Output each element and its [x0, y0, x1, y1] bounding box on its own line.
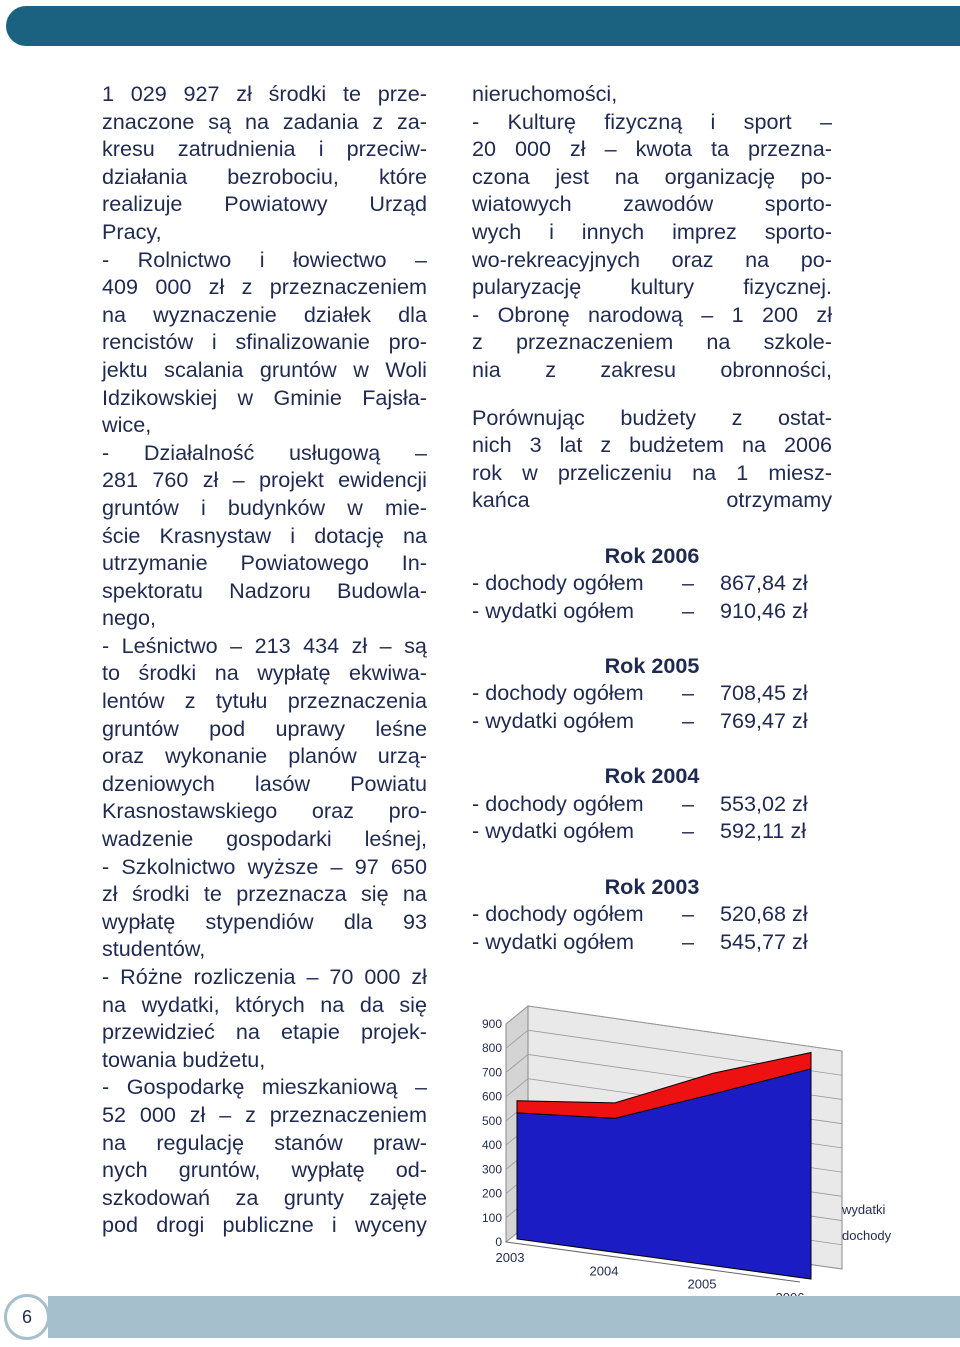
- summary-row: [472, 790, 832, 818]
- text-line: czona jest na organizację po-: [472, 163, 832, 189]
- text-line: wadzenie gospodarki leśnej,: [102, 826, 427, 852]
- text-line: studentów,: [102, 936, 206, 962]
- text-line: nych gruntów, wypłatę od-: [102, 1157, 427, 1183]
- list-item-line: - Działalność usługową –: [102, 439, 427, 465]
- text-line: na wydatki, których na da się: [102, 991, 427, 1017]
- text-line: towania budżetu,: [102, 1046, 266, 1072]
- row-dash: –: [682, 901, 695, 927]
- text-line: jektu scalania gruntów w Woli: [102, 356, 427, 382]
- text-line: na wyznaczenie działek dla: [102, 301, 427, 327]
- text-line: wo-rekreacyjnych oraz na po-: [472, 246, 832, 272]
- x-tick-label: 2003: [495, 1250, 525, 1265]
- year-heading: Rok 2003: [604, 873, 700, 899]
- series-label: wydatki: [842, 1202, 886, 1217]
- text-line: znaczone są na zadania z za-: [102, 108, 427, 134]
- row-value: 520,68 zł: [720, 901, 808, 927]
- text-line: na regulację stanów praw-: [102, 1129, 427, 1155]
- text-line: nia z zakresu obronności,: [472, 356, 832, 382]
- list-item-line: - Kulturę fizyczną i sport –: [472, 108, 832, 134]
- text-line: gruntów i budynków w mie-: [102, 494, 427, 520]
- text-line: dzeniowych lasów Powiatu: [102, 770, 427, 796]
- text-line: Pracy,: [102, 218, 162, 244]
- text-line: przewidzieć na etapie projek-: [102, 1019, 427, 1045]
- text-line: Porównując budżety z ostat-: [472, 404, 832, 430]
- y-tick-label: 500: [481, 1113, 502, 1128]
- row-dash: –: [682, 818, 695, 844]
- row-dash: –: [682, 928, 695, 954]
- summary-row: [472, 707, 832, 735]
- row-dash: –: [682, 597, 695, 623]
- text-line: pod drogi publiczne i wyceny: [102, 1212, 427, 1238]
- text-line: nich 3 lat z budżetem na 2006: [472, 432, 832, 458]
- row-label: - wydatki ogółem: [472, 928, 635, 954]
- list-item-line: - Różne rozliczenia – 70 000 zł: [102, 964, 427, 989]
- text-line: gruntów pod uprawy leśne: [102, 715, 427, 741]
- row-label: - dochody ogółem: [472, 570, 644, 596]
- row-value: 867,84 zł: [720, 570, 808, 596]
- summary-row: [472, 679, 832, 707]
- text-line: wypłatę stypendiów dla 93: [102, 908, 427, 934]
- budget-area-chart: [470, 1000, 950, 1290]
- row-dash: –: [682, 680, 695, 706]
- footer-bar: [48, 1296, 960, 1338]
- text-line: z przeznaczeniem na szkole-: [472, 329, 832, 355]
- text-line: utrzymanie Powiatowego In-: [102, 550, 427, 576]
- text-line: to środki na wypłatę ekwiwa-: [102, 660, 427, 686]
- text-line: 1 029 927 zł środki te prze-: [102, 81, 427, 106]
- list-item-line: - Rolnictwo i łowiectwo –: [102, 246, 427, 272]
- row-dash: –: [682, 708, 695, 734]
- row-dash: –: [682, 790, 695, 816]
- text-line: pularyzację kultury fizycznej.: [472, 274, 832, 300]
- right-text-column: [472, 80, 832, 955]
- summary-row: [472, 569, 832, 597]
- y-tick-label: 100: [481, 1210, 502, 1225]
- y-tick-label: 0: [495, 1235, 502, 1249]
- list-item-line: - Gospodarkę mieszkaniową –: [102, 1074, 427, 1100]
- text-line: rencistów i sfinalizowanie pro-: [102, 329, 427, 355]
- y-tick-label: 300: [481, 1162, 502, 1177]
- row-label: - dochody ogółem: [472, 790, 644, 816]
- row-value: 592,11 zł: [720, 818, 807, 844]
- summary-row: [472, 817, 832, 845]
- row-label: - wydatki ogółem: [472, 597, 635, 623]
- row-label: - dochody ogółem: [472, 901, 644, 927]
- text-line: 281 760 zł – projekt ewidencji: [102, 467, 427, 493]
- x-tick-label: 2004: [589, 1263, 619, 1279]
- y-tick-label: 200: [481, 1186, 502, 1201]
- row-dash: –: [682, 570, 695, 596]
- text-line: 52 000 zł – z przeznaczeniem: [102, 1101, 427, 1127]
- y-tick-label: 800: [481, 1041, 502, 1056]
- text-line: Idzikowskiej w Gminie Fajsła-: [102, 384, 427, 410]
- text-line: wych i innych imprez sporto-: [472, 218, 832, 244]
- text-line: wiatowych zawodów sporto-: [472, 191, 832, 217]
- year-heading: Rok 2004: [604, 763, 700, 789]
- comparison-intro: [472, 404, 832, 514]
- text-line: oraz wykonanie planów urzą-: [102, 743, 427, 769]
- y-tick-label: 600: [481, 1089, 502, 1104]
- list-item-line: - Obronę narodową – 1 200 zł: [472, 301, 832, 327]
- page-number: 6: [4, 1294, 50, 1340]
- text-line: szkodowań za grunty zajęte: [102, 1184, 427, 1210]
- series-label: dochody: [842, 1228, 892, 1243]
- left-text-column: [102, 80, 427, 1239]
- year-heading: Rok 2006: [604, 542, 700, 568]
- list-item-line: - Szkolnictwo wyższe – 97 650: [102, 853, 427, 879]
- row-value: 910,46 zł: [720, 597, 808, 623]
- row-label: - wydatki ogółem: [472, 818, 635, 844]
- summary-row: [472, 597, 832, 625]
- text-line: nego,: [102, 605, 157, 631]
- year-heading: Rok 2005: [604, 652, 700, 678]
- row-value: 553,02 zł: [720, 790, 808, 816]
- text-line: zł środki te przeznacza się na: [102, 881, 427, 907]
- row-label: - wydatki ogółem: [472, 708, 635, 734]
- text-line: kańca otrzymamy: [472, 487, 832, 513]
- text-line: wice,: [102, 412, 152, 438]
- right-column-list: [472, 80, 832, 384]
- text-line: lentów z tytułu przeznaczenia: [102, 688, 427, 714]
- text-line: działania bezrobociu, które: [102, 163, 427, 189]
- text-line: Krasnostawskiego oraz pro-: [102, 798, 427, 824]
- summary-row: [472, 900, 832, 928]
- text-line: ście Krasnystaw i dotację na: [102, 522, 427, 548]
- budget-chart-svg: [470, 1000, 950, 1290]
- x-tick-label: 2005: [687, 1276, 717, 1292]
- text-line: 409 000 zł z przeznaczeniem: [102, 274, 427, 300]
- y-tick-label: 700: [481, 1065, 502, 1080]
- per-capita-summary: [472, 542, 832, 956]
- list-item-line: - Leśnictwo – 213 434 zł – są: [102, 632, 427, 658]
- text-line: rok w przeliczeniu na 1 miesz-: [472, 459, 832, 485]
- row-value: 545,77 zł: [720, 928, 808, 954]
- y-tick-label: 900: [481, 1017, 502, 1031]
- top-banner: [6, 6, 960, 46]
- y-tick-label: 400: [481, 1138, 502, 1153]
- summary-row: [472, 928, 832, 956]
- row-value: 708,45 zł: [720, 680, 808, 706]
- text-line: 20 000 zł – kwota ta przezna-: [472, 136, 832, 162]
- row-label: - dochody ogółem: [472, 680, 644, 706]
- text-line: kresu zatrudnienia i przeciw-: [102, 136, 427, 162]
- text-line: spektoratu Nadzoru Budowla-: [102, 577, 427, 603]
- text-line: nieruchomości,: [472, 81, 618, 106]
- text-line: realizuje Powiatowy Urząd: [102, 191, 427, 217]
- row-value: 769,47 zł: [720, 708, 808, 734]
